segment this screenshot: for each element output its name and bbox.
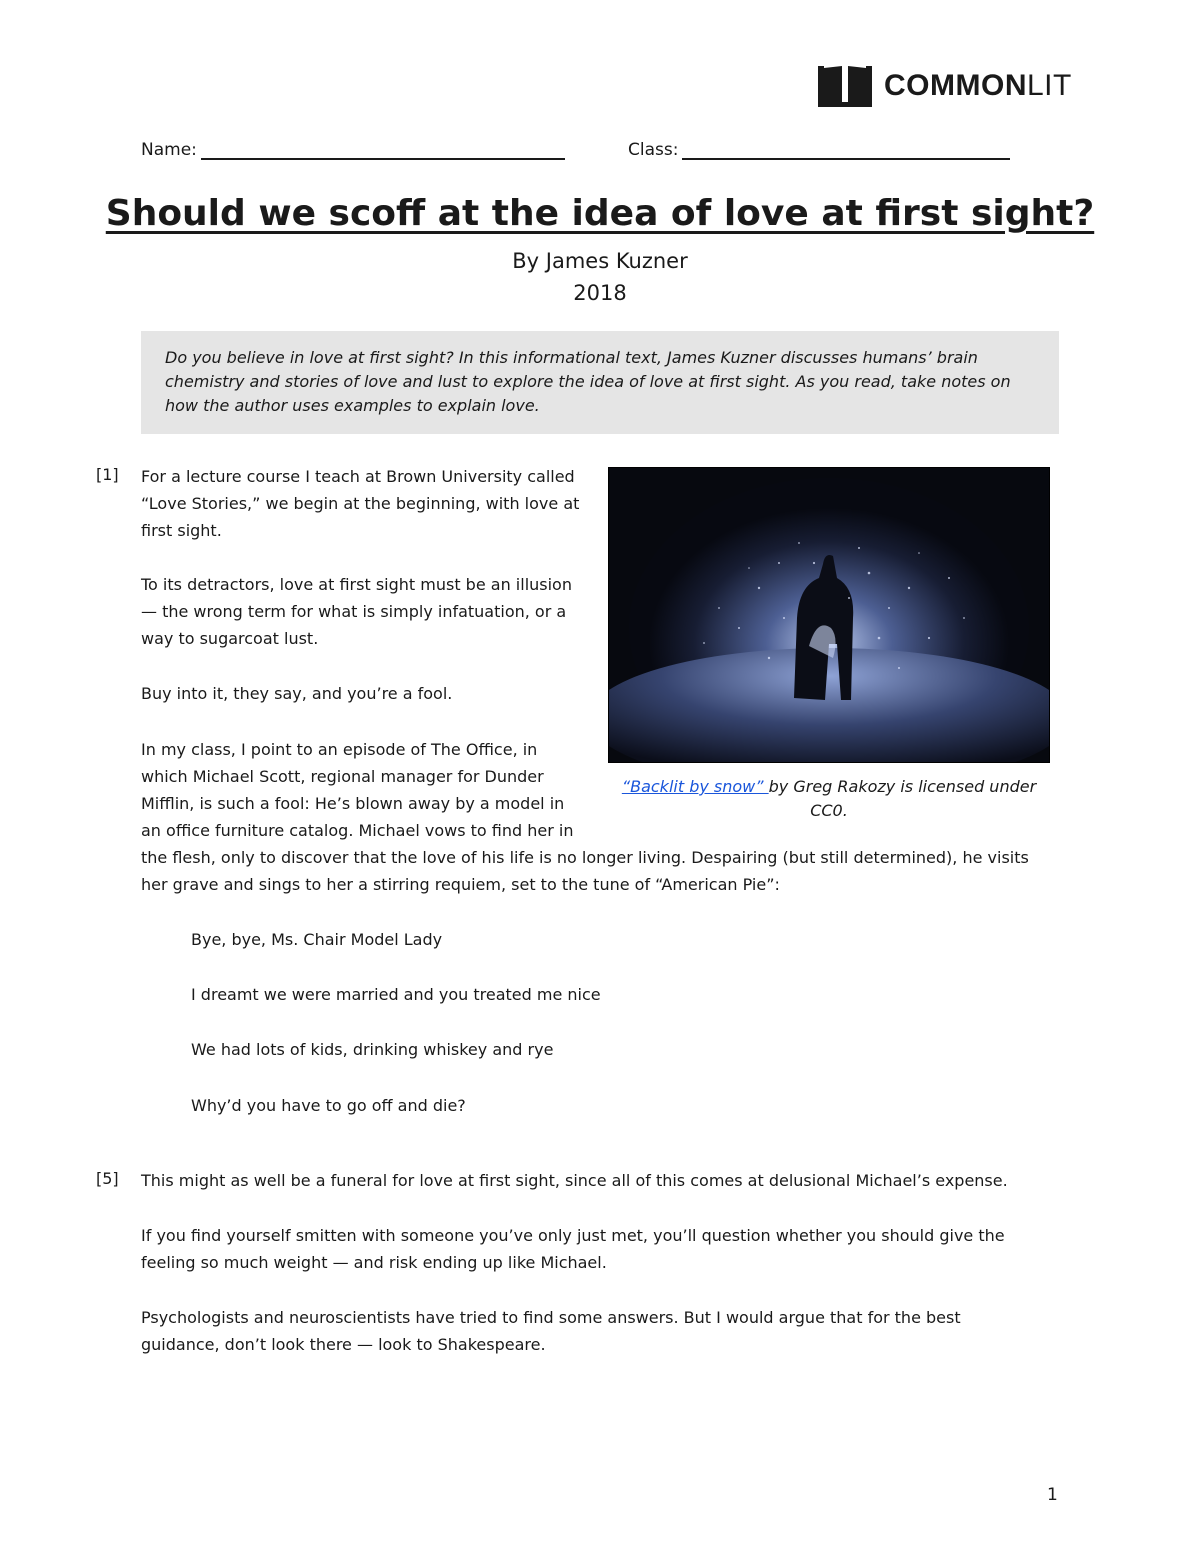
intro-box: Do you believe in love at first sight? In this informational text, James Kuzner discusses humans’ brain chemistry and stories of love and lust to explore the idea of love at first sight. As you read, take notes on how the author uses examples to explain love. (141, 331, 1059, 434)
name-field[interactable] (141, 140, 565, 160)
paragraph-2 (141, 571, 572, 652)
class-label: Class: (628, 140, 679, 160)
page-number: 1 (1047, 1485, 1058, 1505)
class-blank-line[interactable] (682, 140, 1010, 160)
paragraph-line: guidance, don’t look there — look to Shakespeare. (141, 1335, 546, 1354)
paragraph-line: way to sugarcoat lust. (141, 629, 319, 648)
paragraph-1 (141, 463, 579, 544)
verse-line: Why’d you have to go off and die? (191, 1096, 466, 1115)
paragraph-line: — the wrong term for what is simply infatuation, or a (141, 602, 567, 621)
paragraph-6 (141, 1222, 1005, 1276)
paragraph-line: which Michael Scott, regional manager for Dunder (141, 767, 544, 786)
paragraph-line: an office furniture catalog. Michael vows to find her in (141, 821, 574, 840)
open-book-icon (816, 64, 874, 108)
paragraph-line: her grave and sings to her a stirring requiem, set to the tune of “American Pie”: (141, 875, 780, 894)
paragraph-line: Mifflin, is such a fool: He’s blown away by a model in (141, 794, 565, 813)
logo-wordmark: COMMONLIT (884, 69, 1072, 102)
paragraph-line: feeling so much weight — and risk ending up like Michael. (141, 1253, 607, 1272)
paragraph-number-5: [5] (96, 1169, 119, 1188)
name-blank-line[interactable] (201, 140, 565, 160)
commonlit-logo (816, 64, 1072, 108)
article-title: Should we scoff at the idea of love at first sight? (105, 193, 1095, 234)
paragraph-line: “Love Stories,” we begin at the beginning, with love at (141, 494, 580, 513)
paragraph-line: In my class, I point to an episode of The Office, in (141, 740, 538, 759)
article-year: 2018 (573, 281, 627, 305)
paragraph-line: first sight. (141, 521, 222, 540)
paragraph-number-1: [1] (96, 465, 119, 484)
paragraph-line: To its detractors, love at first sight must be an illusion (141, 575, 572, 594)
paragraph-line: For a lecture course I teach at Brown University called (141, 467, 575, 486)
class-field[interactable] (628, 140, 1010, 160)
verse-line: We had lots of kids, drinking whiskey and rye (191, 1040, 554, 1059)
photo-caption (608, 775, 1050, 823)
verse-line: I dreamt we were married and you treated me nice (191, 985, 601, 1004)
paragraph-3: Buy into it, they say, and you’re a fool. (141, 684, 453, 703)
article-photo (608, 467, 1050, 763)
photo-credit-link[interactable]: “Backlit by snow” (621, 777, 769, 796)
photo-credit-text: by Greg Rakozy is licensed under CC0. (768, 777, 1037, 820)
paragraph-line: Psychologists and neuroscientists have tried to find some answers. But I would argue that for the best (141, 1308, 961, 1327)
paragraph-line: the flesh, only to discover that the love of his life is no longer living. Despairing (but still determined), he visits (141, 848, 1029, 867)
name-label: Name: (141, 140, 197, 160)
article-byline: By James Kuzner (512, 249, 688, 273)
verse-line: Bye, bye, Ms. Chair Model Lady (191, 930, 443, 949)
paragraph-5: This might as well be a funeral for love at first sight, since all of this comes at delusional Michael’s expense. (141, 1171, 1008, 1190)
paragraph-7 (141, 1304, 961, 1358)
snow-couple-image (609, 468, 1049, 762)
paragraph-line: If you find yourself smitten with someone you’ve only just met, you’ll question whether you should give the (141, 1226, 1005, 1245)
